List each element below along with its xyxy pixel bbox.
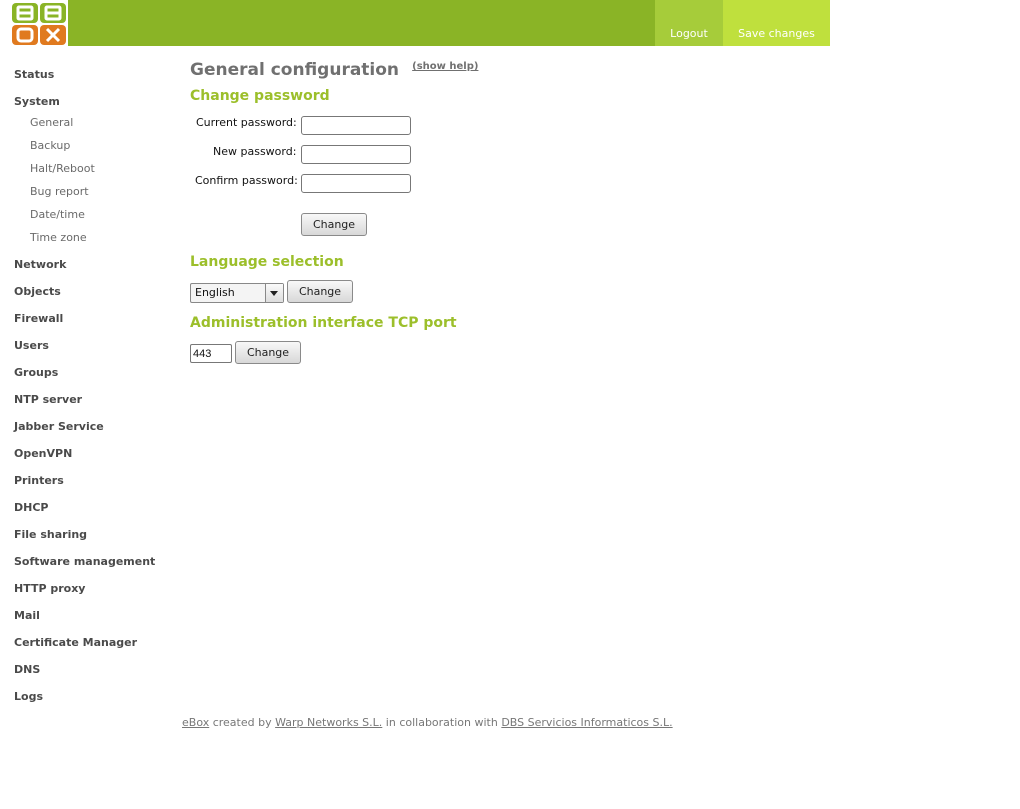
current-password-field[interactable]: [301, 116, 411, 135]
system-submenu: [14, 115, 174, 253]
main-content: [190, 58, 830, 359]
new-password-row: [190, 141, 830, 170]
change-tcp-port-button[interactable]: Change: [235, 341, 301, 364]
tcp-port-heading: Administration interface TCP port: [190, 315, 457, 331]
sidebar-subitem-time-zone[interactable]: Time zone: [30, 231, 87, 244]
sidebar-item-jabber-service[interactable]: Jabber Service: [14, 420, 104, 433]
sidebar: [14, 66, 174, 715]
current-password-label: Current password:: [196, 116, 297, 129]
sidebar-item-system[interactable]: System: [14, 95, 60, 108]
footer-collab-text: in collaboration with: [382, 716, 502, 729]
sidebar-item-network[interactable]: Network: [14, 258, 67, 271]
save-changes-tab[interactable]: [723, 0, 830, 46]
new-password-label: New password:: [213, 145, 297, 158]
top-bar: [68, 0, 830, 46]
sidebar-subitem-bug-report[interactable]: Bug report: [30, 185, 89, 198]
new-password-field[interactable]: [301, 145, 411, 164]
confirm-password-field[interactable]: [301, 174, 411, 193]
sidebar-item-status[interactable]: Status: [14, 68, 55, 81]
sidebar-item-file-sharing[interactable]: File sharing: [14, 528, 88, 541]
sidebar-item-users[interactable]: Users: [14, 339, 49, 352]
ebox-link[interactable]: eBox: [182, 716, 210, 729]
change-language-button[interactable]: Change: [287, 280, 353, 303]
dbs-link[interactable]: DBS Servicios Informaticos S.L.: [501, 716, 673, 729]
language-select[interactable]: [190, 283, 284, 303]
page-title: General configuration: [190, 60, 400, 80]
sidebar-item-certificate-manager[interactable]: Certificate Manager: [14, 636, 138, 649]
sidebar-item-mail[interactable]: Mail: [14, 609, 40, 622]
current-password-row: [190, 112, 830, 141]
sidebar-item-dns[interactable]: DNS: [14, 663, 41, 676]
sidebar-subitem-date-time[interactable]: Date/time: [30, 208, 85, 221]
show-help-link[interactable]: (show help): [412, 61, 479, 72]
sidebar-item-groups[interactable]: Groups: [14, 366, 59, 379]
footer-created-by-text: created by: [209, 716, 276, 729]
confirm-password-row: [190, 170, 830, 199]
logout-tab[interactable]: [655, 0, 723, 46]
tcp-port-input[interactable]: [190, 344, 232, 363]
sidebar-subitem-halt-reboot[interactable]: Halt/Reboot: [30, 162, 95, 175]
change-password-form: [190, 112, 830, 199]
sidebar-item-firewall[interactable]: Firewall: [14, 312, 64, 325]
sidebar-item-objects[interactable]: Objects: [14, 285, 61, 298]
logout-link[interactable]: Logout: [670, 27, 708, 40]
language-selection-heading: Language selection: [190, 254, 344, 270]
warp-networks-link[interactable]: Warp Networks S.L.: [275, 716, 383, 729]
change-password-heading: Change password: [190, 88, 330, 104]
sidebar-item-software-management[interactable]: Software management: [14, 555, 156, 568]
change-password-button[interactable]: Change: [301, 213, 367, 236]
sidebar-subitem-general[interactable]: General: [30, 116, 74, 129]
sidebar-item-ntp-server[interactable]: NTP server: [14, 393, 83, 406]
save-changes-link[interactable]: Save changes: [738, 27, 815, 40]
sidebar-item-logs[interactable]: Logs: [14, 690, 43, 703]
sidebar-subitem-backup[interactable]: Backup: [30, 139, 71, 152]
sidebar-item-printers[interactable]: Printers: [14, 474, 64, 487]
sidebar-item-openvpn[interactable]: OpenVPN: [14, 447, 73, 460]
confirm-password-label: Confirm password:: [195, 174, 298, 187]
ebox-logo[interactable]: [12, 3, 66, 45]
language-select-value: English: [195, 286, 235, 299]
page-title-row: [190, 58, 830, 88]
sidebar-item-http-proxy[interactable]: HTTP proxy: [14, 582, 86, 595]
chevron-down-icon[interactable]: [265, 284, 283, 302]
footer: [182, 716, 673, 729]
sidebar-item-dhcp[interactable]: DHCP: [14, 501, 49, 514]
